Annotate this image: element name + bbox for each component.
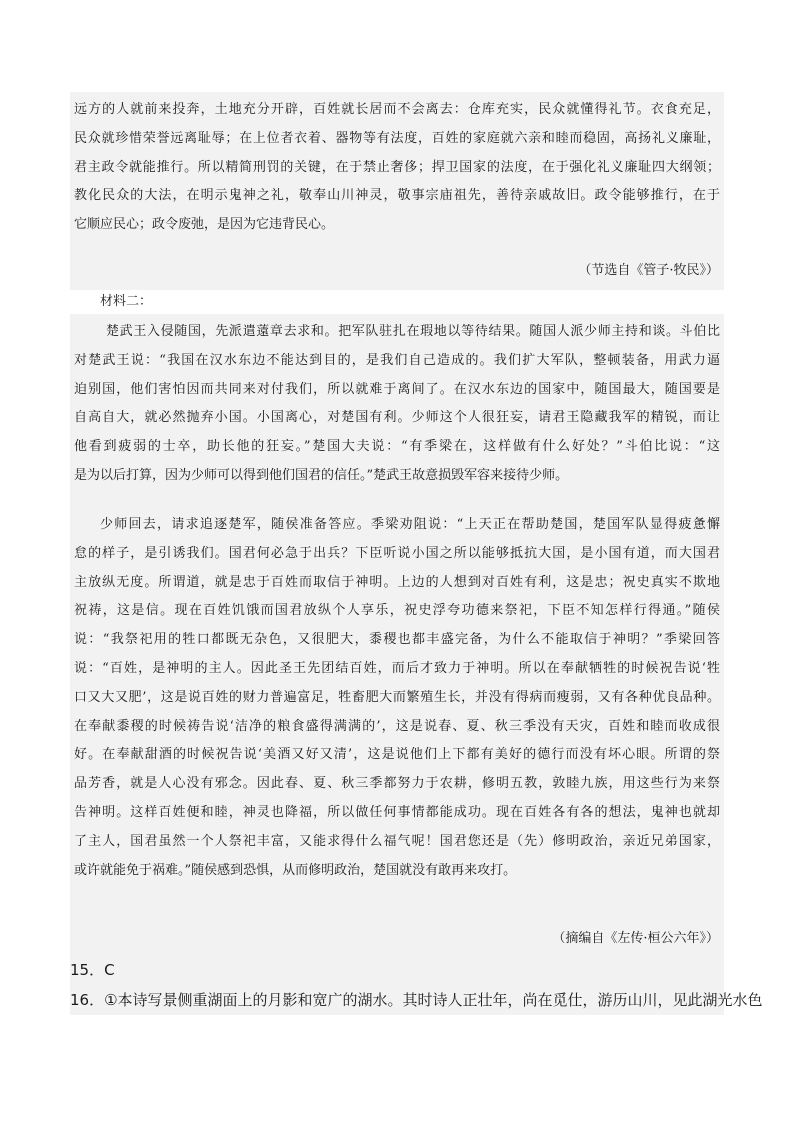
text-line: 它顺应民心；政令废弛，是因为它违背民心。 <box>74 217 335 233</box>
answer-16: 16．①本诗写景侧重湖面上的月影和宽广的湖水。其时诗人正壮年，尚在觅仕，游历山川，见此湖光水色 <box>70 991 763 1009</box>
text-line: 在奉献黍稷的时候祷告说‘洁净的粮食盛得满满的’，这是说春、夏、秋三季没有天灾，百姓和睦而收成很 <box>74 718 720 734</box>
text-line: 迫别国，他们害怕因而共同来对付我们，所以就难于离间了。在汉水东边的国家中，随国最大，随国要是 <box>74 381 720 397</box>
text-line: 或许就能免于祸难。”随侯感到恐惧，从而修明政治，楚国就没有敢再来攻打。 <box>74 862 517 878</box>
text-line: 怠的样子，是引诱我们。国君何必急于出兵？下臣听说小国之所以能够抵抗大国，是小国有道，而大国君 <box>74 545 720 561</box>
material2-paragraph-1 <box>74 318 720 491</box>
material1-text <box>74 96 720 240</box>
text-line: 自高自大，就必然抛弃小国。小国离心，对楚国有利。少师这个人很狂妄，请君王隐藏我军的精锐，而让 <box>74 410 720 426</box>
material2-label: 材料二： <box>100 294 153 309</box>
material2-paragraph-2 <box>74 511 720 885</box>
text-line: 民众就珍惜荣誉远离耻辱；在上位者衣着、器物等有法度，百姓的家庭就六亲和睦而稳固，高扬礼义廉耻， <box>74 130 720 146</box>
text-line: 远方的人就前来投奔，土地充分开辟，百姓就长居而不会离去：仓库充实，民众就懂得礼节。衣食充足， <box>74 102 720 117</box>
text-line: 君主政令就能推行。所以精简刑罚的关键，在于禁止奢侈；捍卫国家的法度，在于强化礼义廉耻四大纲领； <box>74 159 720 175</box>
text-line: 好。在奉献甜酒的时候祝告说‘美酒又好又清’，这是说他们上下都有美好的德行而没有坏心眼。所谓的祭 <box>74 747 720 763</box>
text-line: 祝祷，这是信。现在百姓饥饿而国君放纵个人享乐，祝史浮夸功德来祭祀，下臣不知怎样行得通。”随侯 <box>74 603 720 619</box>
text-line: 了主人，国君虽然一个人祭祀丰富，又能求得什么福气呢！国君您还是（先）修明政治，亲近兄弟国家， <box>74 833 720 849</box>
material1-source: （节选自《管子·牧民》） <box>578 263 719 278</box>
text-line: 口又大又肥’，这是说百姓的财力普遍富足，牲畜肥大而繁殖生长，并没有得病而瘦弱，又有各种优良品种。 <box>74 689 720 705</box>
text-line: 楚武王入侵随国，先派遣薳章去求和。把军队驻扎在瑕地以等待结果。随国人派少师主持和谈。斗伯比 <box>106 324 720 339</box>
text-line: 品芳香，就是人心没有邪念。因此春、夏、秋三季都努力于农耕，修明五教，敦睦九族，用这些行为来祭 <box>74 776 720 792</box>
answer-15: 15．C <box>70 961 115 979</box>
text-line: 他看到疲弱的士卒，助长他的狂妄。”楚国大夫说：“有季梁在，这样做有什么好处？”斗伯比说：“这 <box>74 439 720 455</box>
text-line: 教化民众的大法，在明示鬼神之礼，敬奉山川神灵，敬事宗庙祖先，善待亲戚故旧。政令能够推行，在于 <box>74 188 720 204</box>
text-line: 说：“百姓，是神明的主人。因此圣王先团结百姓，而后才致力于神明。所以在奉献牺牲的时候祝告说‘牲 <box>74 660 720 676</box>
text-line: 主放纵无度。所谓道，就是忠于百姓而取信于神明。上边的人想到对百姓有利，这是忠；祝史真实不欺地 <box>74 574 720 590</box>
text-line: 告神明。这样百姓便和睦，神灵也降福，所以做任何事情都能成功。现在百姓各有各的想法，鬼神也就却 <box>74 804 720 820</box>
text-line: 说：“我祭祀用的牲口都既无杂色，又很肥大，黍稷也都丰盛完备，为什么不能取信于神明？”季梁回答 <box>74 632 720 648</box>
material2-source: （摘编自《左传·桓公六年》） <box>552 931 719 946</box>
text-line: 对楚武王说：“我国在汉水东边不能达到目的，是我们自己造成的。我们扩大军队，整顿装备，用武力逼 <box>74 352 720 368</box>
text-line: 是为以后打算，因为少师可以得到他们国君的信任。”楚武王故意损毁军容来接待少师。 <box>74 467 569 483</box>
text-line: 少师回去，请求追逐楚军，随侯准备答应。季梁劝阻说：“上天正在帮助楚国，楚国军队显得疲惫懈 <box>100 517 720 532</box>
